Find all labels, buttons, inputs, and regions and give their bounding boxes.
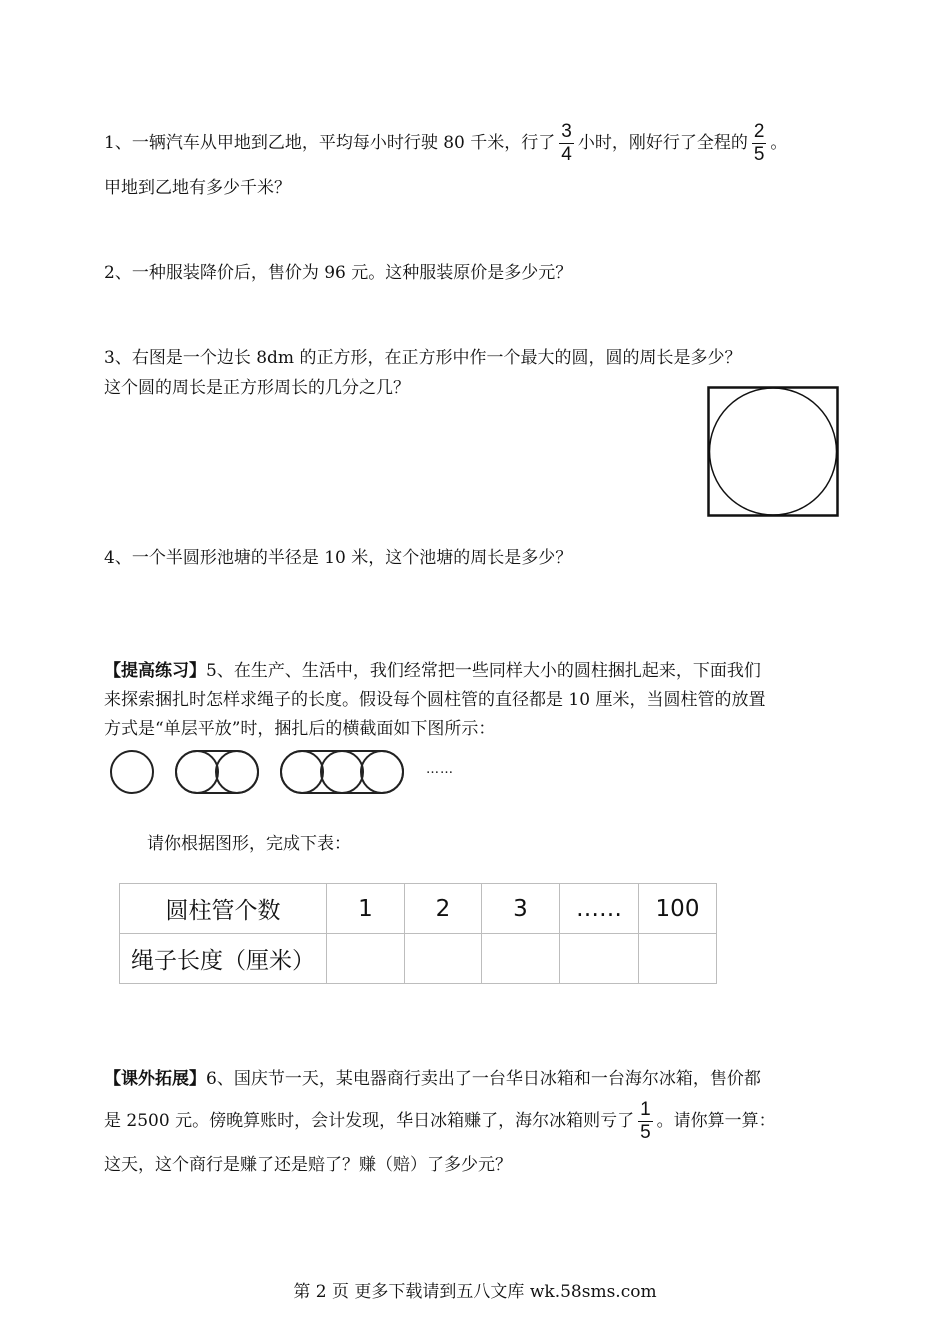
table-instruction: 请你根据图形，完成下表：	[147, 834, 351, 854]
q5-tag: 【提高练习】	[104, 661, 206, 681]
q6-fraction-loss: $\frac{1}{5}$	[640, 1099, 651, 1143]
q6-line3: 这天，这个商行是赚了还是赔了？赚（赔）了多少元？	[104, 1155, 512, 1175]
q5-line3: 方式是“单层平放”时，捆扎后的横截面如下图所示：	[104, 719, 496, 739]
answer-cell[interactable]	[327, 934, 405, 984]
q6-line2-suffix: 。请你算一算：	[656, 1111, 776, 1131]
rope-triple	[281, 751, 403, 793]
column-header: 3	[482, 884, 560, 934]
pipe-triple-2	[321, 751, 363, 793]
q6-line1	[104, 1067, 761, 1091]
q6-line1-text: 6、国庆节一天，某电器商行卖出了一台华日冰箱和一台海尔冰箱，售价都	[206, 1069, 761, 1089]
column-header: 100	[639, 884, 717, 934]
q6-tag: 【课外拓展】	[104, 1069, 206, 1089]
q5-line1	[104, 659, 761, 683]
figure-ellipsis: ……	[426, 762, 454, 777]
pipe-rope-table	[119, 883, 717, 984]
square-with-inscribed-circle	[706, 385, 840, 517]
q6-line2-prefix: 是 2500 元。傍晚算账时，会计发现，华日冰箱赚了，海尔冰箱则亏了	[104, 1111, 635, 1131]
q5-line2: 来探索捆扎时怎样求绳子的长度。假设每个圆柱管的直径都是 10 厘米，当圆柱管的放置	[104, 690, 766, 710]
column-header: ……	[560, 884, 639, 934]
q3-line2: 这个圆的周长是正方形周长的几分之几？	[104, 378, 410, 398]
pipe-single	[111, 751, 153, 793]
q4-text: 4、一个半圆形池塘的半径是 10 米，这个池塘的周长是多少？	[104, 548, 573, 568]
row-header-pipe-count: 圆柱管个数	[120, 884, 327, 934]
table-row	[120, 934, 717, 984]
page-footer: 第 2 页 更多下载请到五八文库 wk.58sms.com	[293, 1282, 657, 1302]
q1-prefix: 1、一辆汽车从甲地到乙地，平均每小时行驶 80 千米，行了	[104, 133, 556, 153]
q5-line1-text: 5、在生产、生活中，我们经常把一些同样大小的圆柱捆扎起来，下面我们	[206, 661, 761, 681]
q1-line2: 甲地到乙地有多少千米？	[104, 178, 291, 198]
q1-middle: 小时，刚好行了全程的	[577, 133, 748, 153]
q1-suffix: 。	[770, 133, 788, 153]
table-row	[120, 884, 717, 934]
answer-cell[interactable]	[639, 934, 717, 984]
answer-cell[interactable]	[560, 934, 639, 984]
row-header-rope-length: 绳子长度（厘米）	[120, 934, 327, 984]
q3-line1: 3、右图是一个边长 8dm 的正方形，在正方形中作一个最大的圆，圆的周长是多少？	[104, 348, 742, 368]
q2-text: 2、一种服装降价后，售价为 96 元。这种服装原价是多少元？	[104, 263, 573, 283]
column-header: 2	[405, 884, 482, 934]
answer-cell[interactable]	[482, 934, 560, 984]
q6-line2	[104, 1099, 776, 1144]
q1-fraction-hours: $\frac{3}{4}$	[561, 121, 572, 165]
column-header: 1	[327, 884, 405, 934]
q1-line1	[104, 121, 787, 166]
q1-fraction-distance: $\frac{2}{5}$	[753, 121, 765, 165]
answer-cell[interactable]	[405, 934, 482, 984]
